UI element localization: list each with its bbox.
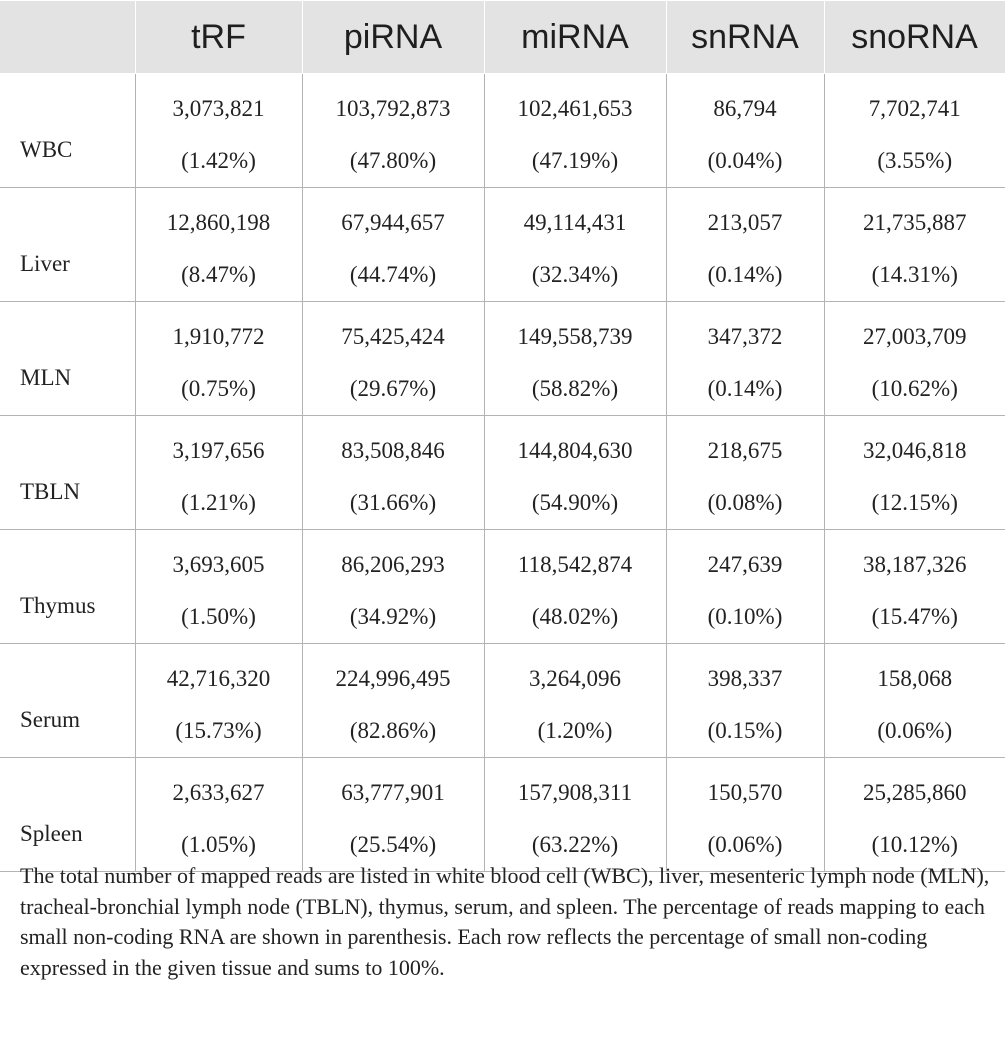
read-count: 102,461,653: [517, 96, 633, 121]
read-percentage: (0.14%): [707, 376, 783, 401]
read-count: 247,639: [707, 552, 783, 577]
read-percentage: (25.54%): [349, 832, 437, 857]
table-caption: The total number of mapped reads are listed in white blood cell (WBC), liver, mesenteric lymph node (MLN), tracheal-bronchial lymph node (TBLN), thymus, serum, and spleen. The percentage of reads mapping to each small non-coding RNA are shown in parenthesis. Each row reflects the percentage of small non-coding expressed in the given tissue and sums to 100%.: [20, 863, 990, 980]
read-percentage: (0.75%): [181, 376, 256, 401]
header-snrna: snRNA: [666, 1, 824, 74]
cell-pirna: [302, 644, 484, 758]
read-count: 1,910,772: [172, 324, 265, 349]
cell-snrna: [666, 530, 824, 644]
table-row: [0, 758, 1005, 872]
header-mirna: miRNA: [484, 1, 666, 74]
cell-snrna: [666, 188, 824, 302]
read-percentage: (0.08%): [707, 490, 783, 515]
read-percentage: (34.92%): [349, 604, 437, 629]
table-row: [0, 530, 1005, 644]
cell-mirna: [484, 302, 666, 416]
cell-snorna: [824, 74, 1005, 188]
cell-pirna: [302, 416, 484, 530]
read-percentage: (82.86%): [349, 718, 437, 743]
cell-trf: [135, 758, 302, 872]
read-percentage: (48.02%): [531, 604, 619, 629]
row-label: MLN: [0, 302, 135, 416]
cell-snorna: [824, 644, 1005, 758]
cell-snrna: [666, 74, 824, 188]
read-percentage: (10.62%): [871, 376, 958, 401]
read-count: 83,508,846: [341, 438, 445, 463]
read-count: 7,702,741: [868, 96, 961, 121]
header-row: [0, 1, 1005, 74]
cell-snorna: [824, 302, 1005, 416]
read-count: 213,057: [707, 210, 783, 235]
header-snorna: snoRNA: [824, 1, 1005, 74]
read-count: 3,693,605: [172, 552, 265, 577]
cell-pirna: [302, 758, 484, 872]
cell-snrna: [666, 758, 824, 872]
table-row: [0, 188, 1005, 302]
read-count: 2,633,627: [172, 780, 265, 805]
cell-mirna: [484, 416, 666, 530]
read-count: 3,264,096: [529, 666, 621, 691]
cell-pirna: [302, 74, 484, 188]
cell-snorna: [824, 188, 1005, 302]
read-percentage: (0.14%): [707, 262, 783, 287]
table-body: [0, 74, 1005, 872]
read-count: 3,073,821: [172, 96, 265, 121]
table-header: [0, 1, 1005, 74]
read-count: 103,792,873: [335, 96, 451, 121]
read-percentage: (1.05%): [181, 832, 256, 857]
cell-trf: [135, 188, 302, 302]
read-count: 21,735,887: [863, 210, 967, 235]
read-percentage: (12.15%): [871, 490, 958, 515]
read-percentage: (44.74%): [349, 262, 437, 287]
read-percentage: (3.55%): [877, 148, 953, 173]
read-count: 75,425,424: [341, 324, 445, 349]
read-count: 32,046,818: [863, 438, 967, 463]
read-percentage: (31.66%): [349, 490, 437, 515]
read-count: 63,777,901: [341, 780, 445, 805]
read-percentage: (58.82%): [531, 376, 619, 401]
cell-trf: [135, 530, 302, 644]
cell-snrna: [666, 416, 824, 530]
row-label: Spleen: [0, 758, 135, 872]
read-count: 157,908,311: [517, 780, 633, 805]
cell-snorna: [824, 758, 1005, 872]
row-label: Thymus: [0, 530, 135, 644]
read-count: 347,372: [707, 324, 783, 349]
cell-snorna: [824, 416, 1005, 530]
cell-trf: [135, 74, 302, 188]
read-percentage: (15.47%): [871, 604, 958, 629]
read-count: 149,558,739: [517, 324, 633, 349]
cell-snrna: [666, 644, 824, 758]
cell-mirna: [484, 758, 666, 872]
row-label: TBLN: [0, 416, 135, 530]
row-label: Serum: [0, 644, 135, 758]
header-corner: [0, 1, 135, 74]
read-percentage: (10.12%): [871, 832, 958, 857]
read-count: 86,794: [713, 96, 777, 121]
table-row: [0, 416, 1005, 530]
cell-pirna: [302, 530, 484, 644]
read-percentage: (32.34%): [531, 262, 619, 287]
table-row: [0, 74, 1005, 188]
read-count: 150,570: [707, 780, 783, 805]
read-count: 86,206,293: [341, 552, 445, 577]
cell-trf: [135, 416, 302, 530]
cell-trf: [135, 644, 302, 758]
read-count: 158,068: [877, 666, 953, 691]
read-count: 67,944,657: [341, 210, 445, 235]
read-count: 27,003,709: [863, 324, 967, 349]
read-percentage: (1.42%): [181, 148, 256, 173]
read-count: 12,860,198: [166, 210, 271, 235]
read-count: 144,804,630: [517, 438, 633, 463]
read-percentage: (0.15%): [707, 718, 783, 743]
read-percentage: (47.80%): [349, 148, 437, 173]
read-percentage: (1.50%): [181, 604, 256, 629]
cell-snrna: [666, 302, 824, 416]
cell-mirna: [484, 530, 666, 644]
read-percentage: (0.06%): [877, 718, 953, 743]
read-percentage: (14.31%): [871, 262, 958, 287]
header-pirna: piRNA: [302, 1, 484, 74]
table-row: [0, 644, 1005, 758]
read-percentage: (8.47%): [181, 262, 256, 287]
cell-pirna: [302, 302, 484, 416]
read-percentage: (29.67%): [349, 376, 437, 401]
read-count: 38,187,326: [863, 552, 967, 577]
read-count: 3,197,656: [172, 438, 265, 463]
read-count: 398,337: [707, 666, 783, 691]
row-label: Liver: [0, 188, 135, 302]
cell-snorna: [824, 530, 1005, 644]
cell-trf: [135, 302, 302, 416]
read-percentage: (1.20%): [537, 718, 613, 743]
read-percentage: (1.21%): [181, 490, 256, 515]
row-label: WBC: [0, 74, 135, 188]
read-percentage: (0.10%): [707, 604, 783, 629]
cell-mirna: [484, 188, 666, 302]
read-percentage: (0.04%): [707, 148, 783, 173]
read-count: 25,285,860: [863, 780, 967, 805]
header-trf: tRF: [135, 1, 302, 74]
read-percentage: (15.73%): [175, 718, 262, 743]
table-row: [0, 302, 1005, 416]
read-percentage: (63.22%): [531, 832, 619, 857]
read-count: 42,716,320: [166, 666, 271, 691]
read-count: 218,675: [707, 438, 783, 463]
read-percentage: (54.90%): [531, 490, 619, 515]
cell-pirna: [302, 188, 484, 302]
read-count: 49,114,431: [523, 210, 627, 235]
read-count: 118,542,874: [517, 552, 633, 577]
read-percentage: (47.19%): [531, 148, 619, 173]
read-percentage: (0.06%): [707, 832, 783, 857]
cell-mirna: [484, 74, 666, 188]
cell-mirna: [484, 644, 666, 758]
read-count: 224,996,495: [335, 666, 451, 691]
